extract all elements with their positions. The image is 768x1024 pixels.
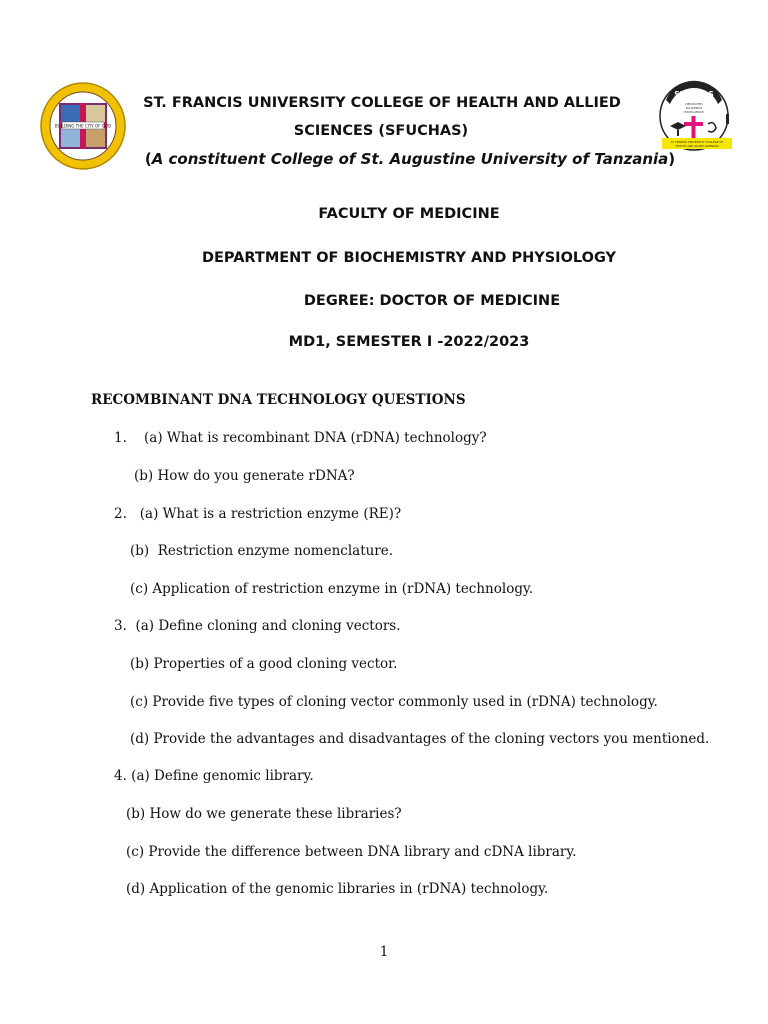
constituent-college-note — [0, 150, 768, 168]
question-2a: 2. (a) What is a restriction enzyme (RE)? — [114, 506, 402, 522]
question-4b: (b) How do we generate these libraries? — [126, 806, 402, 822]
svg-text:SFUCHAS: SFUCHAS — [674, 90, 714, 99]
degree-title: DEGREE: DOCTOR OF MEDICINE — [303, 293, 561, 309]
paren-open: ( — [144, 150, 152, 168]
question-1a: 1. (a) What is recombinant DNA (rDNA) technology? — [114, 430, 487, 446]
svg-text:BUILDING THE CITY OF GOD: BUILDING THE CITY OF GOD — [54, 123, 112, 129]
question-3d: (d) Provide the advantages and disadvantages of the cloning vectors you mentioned. — [130, 731, 710, 747]
department-title: DEPARTMENT OF BIOCHEMISTRY AND PHYSIOLOGY — [201, 250, 617, 266]
svg-text:ST FRANCIS UNIVERSITY COLLEGE: ST FRANCIS UNIVERSITY COLLEGE OF — [670, 140, 724, 144]
faculty-title: FACULTY OF MEDICINE — [318, 206, 500, 222]
question-3a: 3. (a) Define cloning and cloning vectors. — [114, 618, 401, 634]
college-name-line2: SCIENCES (SFUCHAS) — [293, 123, 469, 139]
svg-text:EXCELLENCE: EXCELLENCE — [684, 110, 704, 114]
question-4c: (c) Provide the difference between DNA library and cDNA library. — [126, 844, 577, 860]
page-number: 1 — [379, 944, 389, 960]
college-name-line1: ST. FRANCIS UNIVERSITY COLLEGE OF HEALTH AND ALLIED — [143, 95, 621, 111]
question-3c: (c) Provide five types of cloning vector commonly used in (rDNA) technology. — [130, 694, 658, 710]
question-4a: 4. (a) Define genomic library. — [114, 768, 314, 784]
sfuchas-logo — [656, 78, 738, 158]
question-3b: (b) Properties of a good cloning vector. — [130, 656, 398, 672]
svg-text:HEALTH AND ALLIED SCIENCES: HEALTH AND ALLIED SCIENCES — [675, 144, 719, 148]
semester-title: MD1, SEMESTER I -2022/2023 — [288, 334, 530, 350]
svg-text:DEDICATED: DEDICATED — [685, 102, 703, 106]
question-4d: (d) Application of the genomic libraries in (rDNA) technology. — [126, 881, 549, 897]
constituent-text: A constituent College of St. Augustine University of Tanzania — [151, 150, 669, 168]
svg-text:DILIGENCE: DILIGENCE — [685, 106, 703, 110]
paren-close: ) — [668, 150, 676, 168]
question-2b: (b) Restriction enzyme nomenclature. — [130, 543, 394, 559]
question-2c: (c) Application of restriction enzyme in (rDNA) technology. — [130, 581, 534, 597]
section-heading: RECOMBINANT DNA TECHNOLOGY QUESTIONS — [91, 392, 466, 408]
question-1b: (b) How do you generate rDNA? — [134, 468, 355, 484]
